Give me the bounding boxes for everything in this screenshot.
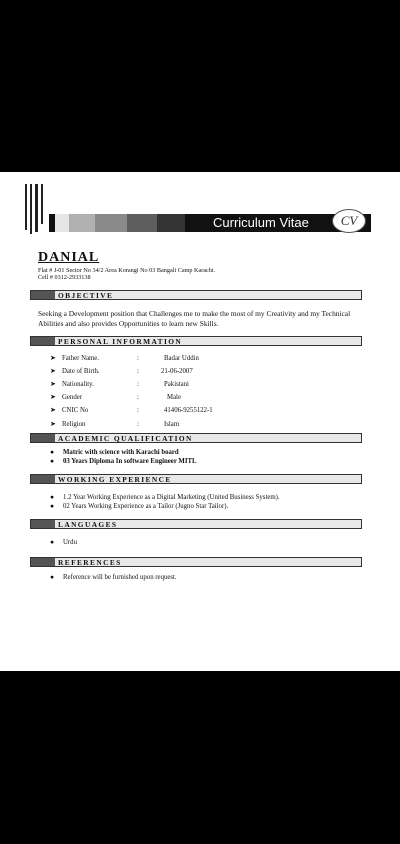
section-title: PERSONAL INFORMATION	[58, 337, 183, 346]
info-row	[50, 419, 310, 431]
info-value: Badar Uddin	[164, 355, 199, 362]
section-title: REFERENCES	[58, 558, 122, 567]
list-item-text: 1.2 Year Working Experience as a Digital Marketing (United Business System).	[63, 494, 280, 501]
section-header-references	[30, 557, 362, 567]
list-item-text: 02 Years Working Experience as a Tailor (Jugno Star Tailor).	[63, 503, 229, 510]
info-label: Gender	[62, 394, 83, 401]
objective-text: Seeking a Development position that Challenges me to make the most of my Creativity and my Technical Abilities and also provides Opportunities to learn new Skills.	[38, 309, 351, 328]
arrow-bullet-icon: ➤	[50, 394, 56, 401]
list-item-text: Matric with science with Karachi board	[63, 449, 179, 456]
banner-strip	[69, 214, 95, 232]
arrow-bullet-icon: ➤	[50, 368, 56, 375]
bullet-icon: ●	[50, 449, 55, 456]
section-header-personal	[30, 336, 362, 346]
section-header-languages	[30, 519, 362, 529]
section-title: LANGUAGES	[58, 520, 118, 529]
candidate-cell: Cell # 0312-2933138	[38, 274, 91, 281]
info-separator: :	[137, 355, 139, 362]
info-row	[50, 405, 310, 417]
info-value: Pakistani	[164, 381, 189, 388]
bullet-icon: ●	[50, 503, 55, 510]
banner-bar	[41, 184, 43, 224]
info-label: Date of Birth.	[62, 368, 100, 375]
arrow-bullet-icon: ➤	[50, 421, 56, 428]
bullet-icon: ●	[50, 574, 55, 581]
section-header-academic	[30, 433, 362, 443]
section-title: OBJECTIVE	[58, 291, 114, 300]
arrow-bullet-icon: ➤	[50, 355, 56, 362]
info-label: Father Name.	[62, 355, 99, 362]
info-value: 21-06-2007	[161, 368, 193, 375]
list-item-text: Reference will be furnished upon request.	[63, 574, 177, 581]
info-row	[50, 366, 310, 378]
arrow-bullet-icon: ➤	[50, 407, 56, 414]
bullet-icon: ●	[50, 458, 55, 465]
banner-title: Curriculum Vitae	[185, 214, 371, 232]
info-label: Religion	[62, 421, 86, 428]
section-header-objective	[30, 290, 362, 300]
info-label: CNIC No	[62, 407, 89, 414]
info-row	[50, 392, 310, 404]
banner-bar	[35, 184, 38, 232]
section-title: WORKING EXPERIENCE	[58, 475, 172, 484]
banner-bar	[30, 184, 32, 234]
banner-bar	[25, 184, 27, 230]
info-label: Nationality.	[62, 381, 94, 388]
info-row	[50, 353, 310, 365]
section-title: ACADEMIC QUALIFICATION	[58, 434, 193, 443]
section-header-experience	[30, 474, 362, 484]
cv-logo: CV	[332, 209, 366, 233]
list-item-text: Urdu	[63, 539, 77, 546]
bullet-icon: ●	[50, 539, 55, 546]
info-value: 41406-9255122-1	[164, 407, 213, 414]
info-value: Islam	[164, 421, 180, 428]
banner-strip	[55, 214, 69, 232]
info-separator: :	[137, 394, 139, 401]
info-row	[50, 379, 310, 391]
banner-strip	[127, 214, 157, 232]
candidate-name: DANIAL	[38, 250, 100, 265]
info-separator: :	[137, 421, 139, 428]
cv-banner	[25, 184, 365, 236]
cv-page	[0, 172, 400, 671]
list-item-text: 03 Years Diploma In software Engineer MITL	[63, 458, 197, 465]
candidate-address: Flat # J-01 Sector No 34/2 Area Korangi No 03 Bangali Camp Karachi.	[38, 267, 216, 274]
arrow-bullet-icon: ➤	[50, 381, 56, 388]
info-separator: :	[137, 368, 139, 375]
info-separator: :	[137, 407, 139, 414]
banner-strip	[95, 214, 127, 232]
info-value: Male	[167, 394, 181, 401]
info-separator: :	[137, 381, 139, 388]
bullet-icon: ●	[50, 494, 55, 501]
banner-strip	[157, 214, 185, 232]
